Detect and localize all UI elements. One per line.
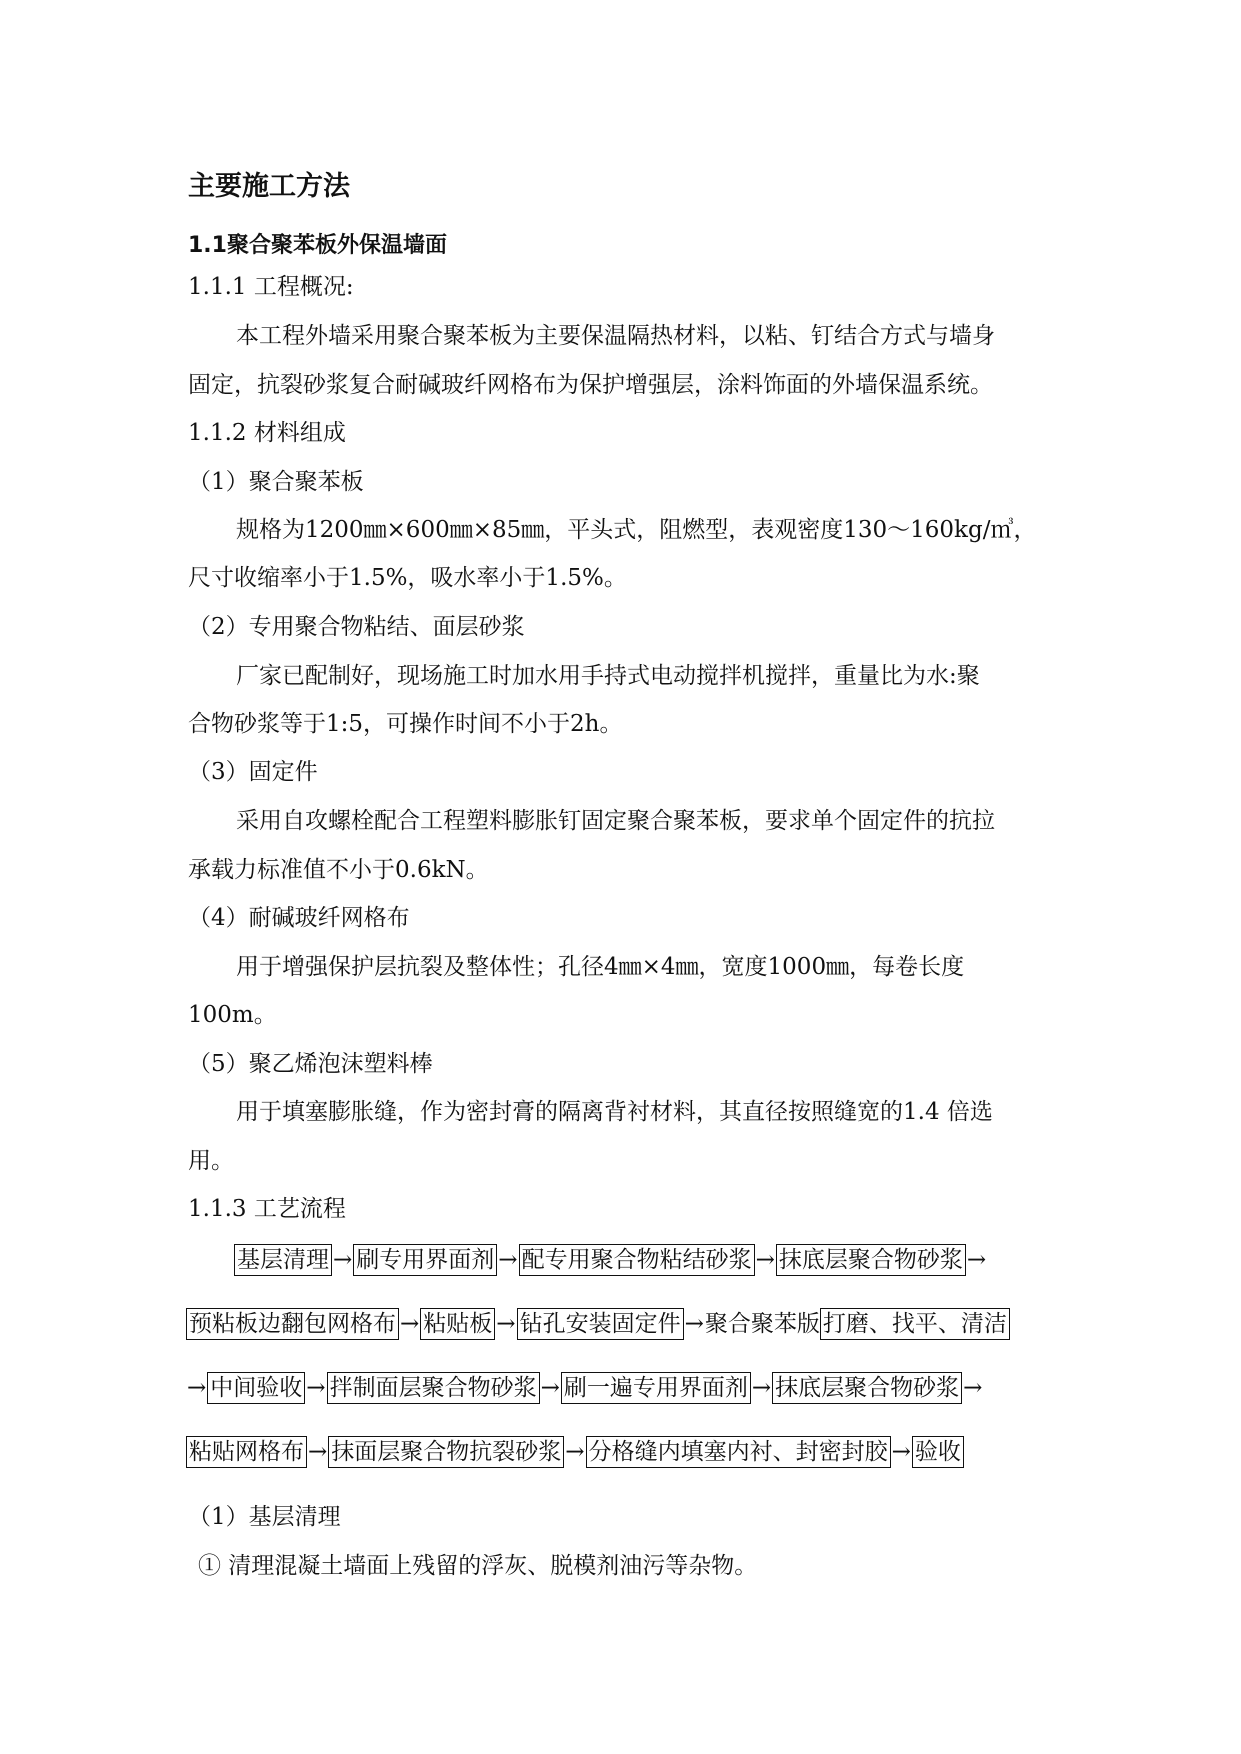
flow-step: 分格缝内填塞内衬、封密封胶	[586, 1436, 891, 1468]
paragraph-line: 用于填塞膨胀缝，作为密封膏的隔离背衬材料，其直径按照缝宽的1.4 倍选	[236, 1099, 993, 1125]
flow-step: 基层清理	[234, 1244, 332, 1276]
flow-arrow: →	[963, 1375, 983, 1401]
flow-step: 刷一遍专用界面剂	[561, 1372, 751, 1404]
flow-step: 打磨、找平、清洁	[820, 1308, 1010, 1340]
item-title: （4）耐碱玻纤网格布	[188, 905, 410, 931]
heading-1-1-2: 1.1.2 材料组成	[188, 420, 346, 446]
paragraph-line: 100m。	[188, 1002, 277, 1028]
paragraph-line: 尺寸收缩率小于1.5%，吸水率小于1.5%。	[188, 565, 627, 591]
paragraph-line: 合物砂浆等于1:5，可操作时间不小于2h。	[188, 711, 623, 737]
paragraph-line: 厂家已配制好，现场施工时加水用手持式电动搅拌机搅拌，重量比为水:聚	[236, 663, 980, 689]
paragraph-line: 用。	[188, 1148, 234, 1174]
flow-arrow: →	[498, 1247, 518, 1273]
flow-step-unboxed: 聚合聚苯版	[704, 1311, 820, 1337]
process-flow-row-4	[186, 1436, 964, 1470]
flow-step: 中间验收	[207, 1372, 305, 1404]
flow-step: 配专用聚合物粘结砂浆	[519, 1244, 755, 1276]
flow-step: 抹底层聚合物砂浆	[772, 1372, 962, 1404]
flow-step: 抹底层聚合物砂浆	[776, 1244, 966, 1276]
heading-1-1-3: 1.1.3 工艺流程	[188, 1196, 346, 1222]
paragraph-line: 采用自攻螺栓配合工程塑料膨胀钉固定聚合聚苯板，要求单个固定件的抗拉	[236, 808, 995, 834]
flow-arrow: →	[306, 1375, 326, 1401]
item-title: （2）专用聚合物粘结、面层砂浆	[188, 614, 525, 640]
paragraph-line: 用于增强保护层抗裂及整体性；孔径4㎜×4㎜，宽度1000㎜，每卷长度	[236, 954, 965, 980]
paragraph-line: 规格为1200㎜×600㎜×85㎜，平头式，阻燃型，表观密度130～160kg/㎥，	[236, 517, 1037, 543]
flow-step: 抹面层聚合物抗裂砂浆	[328, 1436, 564, 1468]
process-flow-row-1	[234, 1244, 987, 1278]
heading-1-1-1: 1.1.1 工程概况:	[188, 274, 354, 300]
flow-arrow: →	[684, 1311, 704, 1337]
flow-arrow: →	[540, 1375, 560, 1401]
flow-arrow: →	[496, 1311, 516, 1337]
flow-arrow: →	[755, 1247, 775, 1273]
item-title: （3）固定件	[188, 759, 318, 785]
flow-step: 验收	[912, 1436, 964, 1468]
section-heading-1-1: 1.1聚合聚苯板外保温墙面	[188, 233, 447, 258]
flow-step: 拌制面层聚合物砂浆	[327, 1372, 540, 1404]
page-title: 主要施工方法	[188, 171, 350, 202]
flow-arrow: →	[187, 1375, 207, 1401]
step-title: （1）基层清理	[188, 1504, 341, 1530]
flow-arrow: →	[400, 1311, 420, 1337]
paragraph-line: 本工程外墙采用聚合聚苯板为主要保温隔热材料，以粘、钉结合方式与墙身	[236, 323, 995, 349]
flow-arrow: →	[333, 1247, 353, 1273]
flow-arrow: →	[751, 1375, 772, 1401]
flow-step: 预粘板边翻包网格布	[186, 1308, 399, 1340]
flow-step: 刷专用界面剂	[353, 1244, 497, 1276]
flow-arrow: →	[308, 1439, 328, 1465]
flow-arrow: →	[966, 1247, 987, 1273]
process-flow-row-2	[186, 1308, 1010, 1342]
item-title: （1）聚合聚苯板	[188, 469, 364, 495]
process-flow-row-3	[186, 1372, 983, 1406]
item-title: （5）聚乙烯泡沫塑料棒	[188, 1051, 433, 1077]
flow-step: 粘贴网格布	[186, 1436, 307, 1468]
flow-arrow: →	[565, 1439, 585, 1465]
paragraph-line: 承载力标准值不小于0.6kN。	[188, 857, 489, 883]
paragraph-line: 固定，抗裂砂浆复合耐碱玻纤网格布为保护增强层，涂料饰面的外墙保温系统。	[188, 372, 993, 398]
flow-step: 粘贴板	[420, 1308, 495, 1340]
step-item: ① 清理混凝土墙面上残留的浮灰、脱模剂油污等杂物。	[198, 1553, 758, 1579]
flow-step: 钻孔安装固定件	[517, 1308, 684, 1340]
flow-arrow: →	[891, 1439, 911, 1465]
